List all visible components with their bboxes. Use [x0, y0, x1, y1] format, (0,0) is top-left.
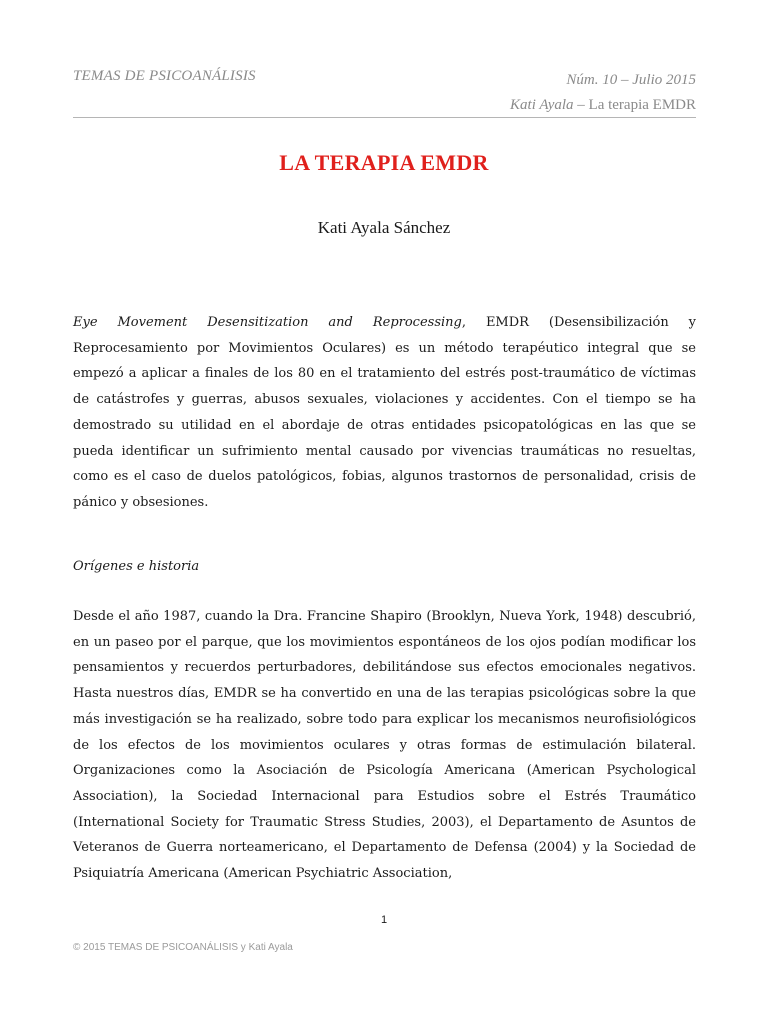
page-number: 1 — [380, 914, 388, 926]
article-author: Kati Ayala Sánchez — [317, 218, 451, 237]
intro-paragraph — [73, 310, 696, 516]
running-header — [510, 93, 696, 118]
issue-info: Núm. 10 – Julio 2015 — [566, 72, 696, 88]
header-divider — [73, 117, 696, 118]
journal-name: TEMAS DE PSICOANÁLISIS — [73, 68, 256, 84]
section-heading: Orígenes e historia — [73, 559, 200, 574]
intro-text: , EMDR (Desensibilización y Reprocesamiento por Movimientos Oculares) es un método terapéutico integral que se empezó a aplicar a finales de los 80 en el tratamiento del estrés post-traumático de víctimas de catástrofes y guerras, abusos sexuales, violaciones y accidentes. Con el tiempo se ha demostrado su utilidad en el abordaje de otras entidades psicopatológicas en las que se pueda identificar un sufrimiento mental causado por vivencias traumáticas no resueltas, como es el caso de duelos patológicos, fobias, algunos trastornos de personalidad, crisis de pánico y obsesiones. — [73, 315, 697, 510]
copyright-footer: © 2015 TEMAS DE PSICOANÁLISIS y Kati Ayala — [73, 942, 293, 953]
running-title: La terapia EMDR — [588, 97, 696, 113]
history-paragraph: Desde el año 1987, cuando la Dra. Francine Shapiro (Brooklyn, Nueva York, 1948) descubrió, en un paseo por el parque, que los movimientos espontáneos de los ojos podían modificar los pensamientos y recuerdos perturbadores, debilitándose sus efectos emocionales negativos. Hasta nuestros días, EMDR se ha convertido en una de las terapias psicológicas sobre la que más investigación se ha realizado, sobre todo para explicar los mecanismos neurofisiológicos de los efectos de los movimientos oculares y otras formas de estimulación bilateral. Organizaciones como la Asociación de Psicología Americana (American Psychological Association), la Sociedad Internacional para Estudios sobre el Estrés Traumático (International Society for Traumatic Stress Studies, 2003), el Departamento de Asuntos de Veteranos de Guerra norteamericano, el Departamento de Defensa (2004) y la Sociedad de Psiquiatría Americana (American Psychiatric Association, — [73, 609, 696, 882]
running-author: Kati Ayala — [510, 97, 574, 113]
header-meta — [510, 68, 696, 118]
article-title: LA TERAPIA EMDR — [279, 150, 489, 175]
intro-italic-term: Eye Movement Desensitization and Reprocessing — [73, 315, 462, 330]
running-separator: – — [573, 97, 589, 113]
